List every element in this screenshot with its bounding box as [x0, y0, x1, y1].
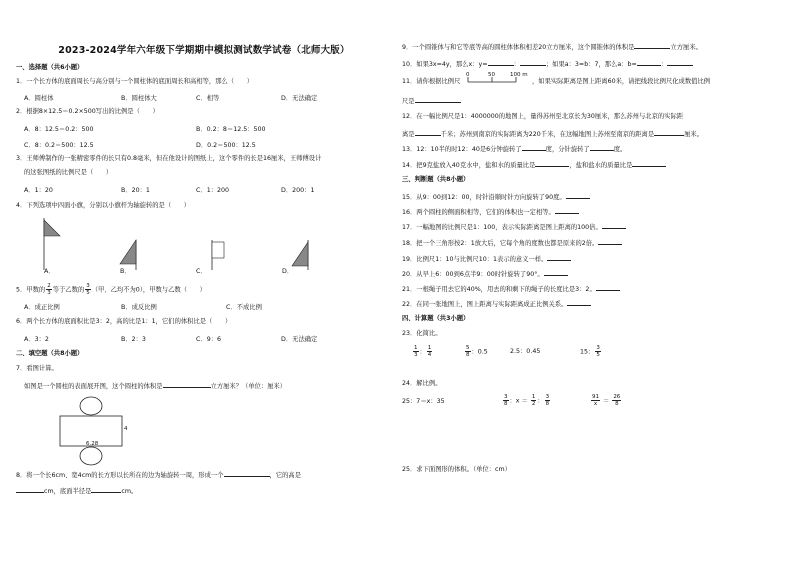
- section-judge-heading: 三、判断题（共8小题）: [402, 176, 470, 183]
- q13-text-post: 度。: [613, 146, 627, 153]
- q9-answer-blank[interactable]: [634, 42, 670, 49]
- section-fill-heading: 二、填空题（共8小题）: [16, 350, 84, 357]
- q6-option-b: B．2：3: [121, 336, 146, 343]
- q11-text-pre: 11．请你根据比例尺: [402, 78, 461, 85]
- q14-blank-2[interactable]: [632, 160, 666, 167]
- q23-item-4-text: 15：: [580, 348, 595, 356]
- q4-flags-figure: [16, 214, 376, 274]
- q11-text-post2: 米，请把线段比例尺化成数值比例: [615, 78, 711, 85]
- question-9: [402, 42, 702, 52]
- exam-title: 2023-2024学年六年级下学期期中模拟测试数学试卷（北师大版）: [58, 45, 350, 56]
- section-calc-heading: 四、计算题（共3小题）: [402, 315, 470, 322]
- q5-option-b: B．成反比例: [121, 304, 157, 311]
- question-3-line1: 3．王师傅制作的一张精密零件的长只有0.8毫米，但在他设计的图纸上，这个零件的长是16厘米，王师傅设计: [16, 155, 322, 162]
- question-25: 25．求下面图形的体积。（单位：cm）: [402, 466, 511, 473]
- q23-sep-1: ：: [419, 348, 426, 356]
- scale-label-50: 50: [488, 72, 495, 78]
- q7-text-post: 立方厘米？（单位：厘米）: [210, 383, 287, 390]
- question-8-line1: [16, 470, 301, 480]
- question-12-line2: [402, 129, 703, 139]
- q6-option-d: D．无法确定: [281, 336, 318, 343]
- question-11-line2: [402, 96, 461, 106]
- cylinder-net-figure: [56, 396, 176, 476]
- q18-text: 18．把一个三角形按2：1放大后，它每个角的度数也都是原来的2倍。: [402, 240, 599, 247]
- q11-answer-blank[interactable]: [415, 96, 461, 103]
- q20-text: 20．从早上6：00到6点半9：00时针旋转了90°。: [402, 271, 544, 278]
- q4-option-d: D．: [282, 268, 294, 275]
- q18-blank[interactable]: [598, 238, 622, 245]
- q5-text-mid: 等于乙数的: [52, 286, 85, 294]
- q23-item-4: [580, 345, 602, 358]
- q8-text-pre: 8．将一个长6cm、宽4cm的长方形以长所在的边为轴旋转一周，形成一个: [16, 472, 224, 479]
- q12-text-end: 厘米。: [684, 131, 704, 138]
- q16-blank[interactable]: [555, 207, 579, 214]
- q13-text-mid: 度，分针旋转了: [545, 146, 590, 153]
- q16-text: 16．两个圆柱的侧面积相等，它们的体积也一定相等。: [402, 209, 555, 216]
- question-1: 1．一个长方体的底面周长与高分别与一个圆柱体的底面周长和高相等，那么（ ）: [16, 78, 253, 85]
- q14-text-mid: ，盐和盐水的质量比是: [569, 162, 633, 169]
- q5-frac2-num: 3: [86, 283, 90, 289]
- question-3-line2: 的这张图纸的比例尺是（ ）: [24, 169, 113, 176]
- question-6: 6．两个长方体的底面积比是3：2，高的比是1：1，它们的体积比是（ ）: [16, 318, 232, 325]
- q5-fraction-1: [46, 283, 52, 296]
- q24-equation-1: 25：7＝x：35: [402, 398, 445, 405]
- q10-blank-3[interactable]: [637, 59, 661, 66]
- q23-item-3: 2.5：0.45: [510, 348, 541, 355]
- q23-item-1: [412, 345, 433, 358]
- q23-frac-c: $\frac{5}{8}$: [466, 345, 470, 358]
- q3-option-c: C．1：200: [196, 187, 230, 194]
- q2-option-b: B．0.2：8＝12.5：500: [196, 126, 266, 133]
- question-11-rest: [532, 78, 710, 86]
- question-23: 23．化简比。: [402, 330, 442, 337]
- q2-option-c: C．8：0.2＝500：12.5: [24, 142, 94, 149]
- q13-blank-2[interactable]: [590, 144, 614, 151]
- q7-answer-blank[interactable]: [163, 381, 211, 388]
- q22-text: 22．在同一张地图上，图上距离与实际距离成正比例关系。: [402, 301, 568, 308]
- q19-text: 19．比例尺1：10与比例尺10：1表示的意义一样。: [402, 256, 548, 263]
- question-20: [402, 269, 568, 279]
- q6-option-c: C．9：6: [196, 336, 222, 343]
- q24-equation-3: $\frac{91}{x}$ ＝ $\frac{26}{8}$: [592, 394, 621, 407]
- question-4: 4．下列选项中四面小旗，分别以小旗杆为轴旋转的是（ ）: [16, 202, 191, 209]
- q15-text: 15．从9：00到12：00，时针沿顺时针方向旋转了90度。: [402, 194, 566, 201]
- q5-frac1-num: 2: [47, 283, 51, 289]
- q4-option-b: B．: [120, 268, 131, 275]
- q12-blank-2[interactable]: [654, 129, 684, 136]
- q8-text-mid: cm，底面半径是: [44, 488, 92, 495]
- q5-frac2-den: 5: [86, 290, 90, 296]
- cylinder-height-label: 4: [124, 426, 128, 432]
- question-7: 7．看图计算。: [16, 365, 58, 372]
- q12-blank-1[interactable]: [415, 129, 441, 136]
- scale-label-100: 100 m: [510, 72, 528, 78]
- q22-blank[interactable]: [567, 299, 591, 306]
- q17-text: 17．一幅地图的比例尺是1：100，表示实际距离是图上距离的100倍。: [402, 224, 602, 231]
- q17-blank[interactable]: [602, 222, 626, 229]
- question-19: [402, 254, 571, 264]
- q7-text-pre: 如图是一个圆柱的表面展开图，这个圆柱的体积是: [24, 383, 163, 390]
- q23-frac-b: $\frac{1}{4}$: [427, 345, 432, 358]
- q1-option-c: C．相等: [196, 95, 220, 102]
- q5-option-c: C．不成比例: [226, 304, 262, 311]
- q1-option-a: A．圆柱体: [24, 95, 54, 102]
- flag-a: [44, 218, 60, 270]
- q11-text-post: ，如果实际距离是图上距离60: [532, 78, 616, 85]
- question-8-line2: [16, 486, 137, 496]
- q10-blank-1[interactable]: [488, 59, 514, 66]
- q9-text-post: 立方厘米。: [670, 44, 702, 51]
- question-17: [402, 222, 626, 232]
- question-5: [16, 283, 206, 296]
- q13-text-pre: 13．12：10半的时12：40是6分钟旋转了: [402, 146, 522, 153]
- q8-radius-blank[interactable]: [91, 486, 121, 493]
- q15-blank[interactable]: [566, 192, 590, 199]
- flag-d: [292, 240, 308, 270]
- question-15: [402, 192, 590, 202]
- q8-text-post: ，它的高是: [269, 472, 302, 479]
- question-24: 24．解比例。: [402, 380, 442, 387]
- q9-text-pre: 9．一个圆锥体与和它等底等高的圆柱体体积相差20立方厘米，这个圆锥体的体积是: [402, 44, 635, 51]
- q21-text: 21．一根绳子用去它的40%，用去的和剩下的绳子的长度比是3：2。: [402, 286, 596, 293]
- scale-label-0: 0: [466, 72, 470, 78]
- q10-blank-2[interactable]: [520, 59, 546, 66]
- q5-text-post: （甲、乙均不为0），甲数与乙数（ ）: [91, 286, 206, 294]
- q3-option-a: A．1：20: [24, 187, 53, 194]
- question-18: [402, 238, 622, 248]
- q19-blank[interactable]: [547, 254, 571, 261]
- q4-option-c: C．: [196, 268, 207, 275]
- q1-option-d: D．无法确定: [281, 95, 318, 102]
- q23-frac-a: $\frac{1}{3}$: [414, 345, 418, 358]
- q14-text-pre: 14．把9克盐放入40克水中，盐和水的质量比是: [402, 162, 536, 169]
- q6-option-a: A．3：2: [24, 336, 49, 343]
- question-14: [402, 160, 666, 170]
- q8-height-blank[interactable]: [16, 486, 44, 493]
- q21-blank[interactable]: [596, 284, 620, 291]
- q14-blank-1[interactable]: [535, 160, 569, 167]
- q10-blank-4[interactable]: [667, 59, 693, 66]
- question-12-line1: 12．在一幅比例尺是1：4000000的地图上，量得苏州至北京长为30厘米，那么苏州与北京的实际距: [402, 113, 684, 120]
- question-11: [402, 78, 460, 86]
- q12-text-pre: 离是: [402, 131, 415, 138]
- cylinder-width-label: 6.28: [86, 441, 99, 447]
- q20-blank[interactable]: [544, 269, 568, 276]
- section-choice-heading: 一、选择题（共6小题）: [16, 64, 84, 71]
- q2-option-d: D．0.2＝500：12.5: [196, 142, 256, 149]
- q11-text-tail: 尺是: [402, 98, 415, 105]
- question-22: [402, 299, 591, 309]
- flag-c: [212, 240, 224, 270]
- q1-option-b: B．圆柱体大: [121, 95, 157, 102]
- q10-text-pre: 10．如果3x=4y，那么x：y=: [402, 61, 488, 68]
- q2-option-a: A．8：12.5＝0.2：500: [24, 126, 94, 133]
- q23-item-2-rest: ：0.5: [471, 348, 488, 356]
- q3-option-d: D．200：1: [281, 187, 315, 194]
- q23-item-2: [464, 345, 488, 358]
- q5-fraction-2: [85, 283, 91, 296]
- q4-option-a: A．: [44, 268, 55, 275]
- question-2: 2．根据8×12.5＝0.2×500写出的比例是（ ）: [16, 108, 159, 115]
- q3-option-b: B．20：1: [121, 187, 150, 194]
- q23-frac-d: $\frac{3}{5}$: [596, 345, 600, 358]
- q24-equation-2: $\frac{3}{8}$ ：x ＝ $\frac{1}{2}$ ： $\frac{3}{8}$: [504, 394, 550, 407]
- q8-shape-blank[interactable]: [224, 470, 270, 477]
- q10-text-mid: ；如果a：3=b：7，那么a：b=: [545, 61, 637, 68]
- question-13: [402, 144, 626, 154]
- question-16: [402, 207, 579, 217]
- question-10: 10．如果3x=4y，那么x：y= ： ；如果a：3=b：7，那么a：b= ：: [402, 59, 693, 69]
- q13-blank-1[interactable]: [522, 144, 546, 151]
- q5-text-pre: 5．甲数的: [16, 286, 46, 294]
- q5-frac1-den: 3: [47, 290, 51, 296]
- q8-text-end: cm。: [121, 488, 138, 495]
- question-21: [402, 284, 620, 294]
- question-7-body: [24, 381, 286, 391]
- q12-text-post: 千米；苏州到南京的实际距离为220千米，在这幅地图上苏州至南京的距离是: [440, 131, 655, 138]
- q5-option-a: A．成正比例: [24, 304, 60, 311]
